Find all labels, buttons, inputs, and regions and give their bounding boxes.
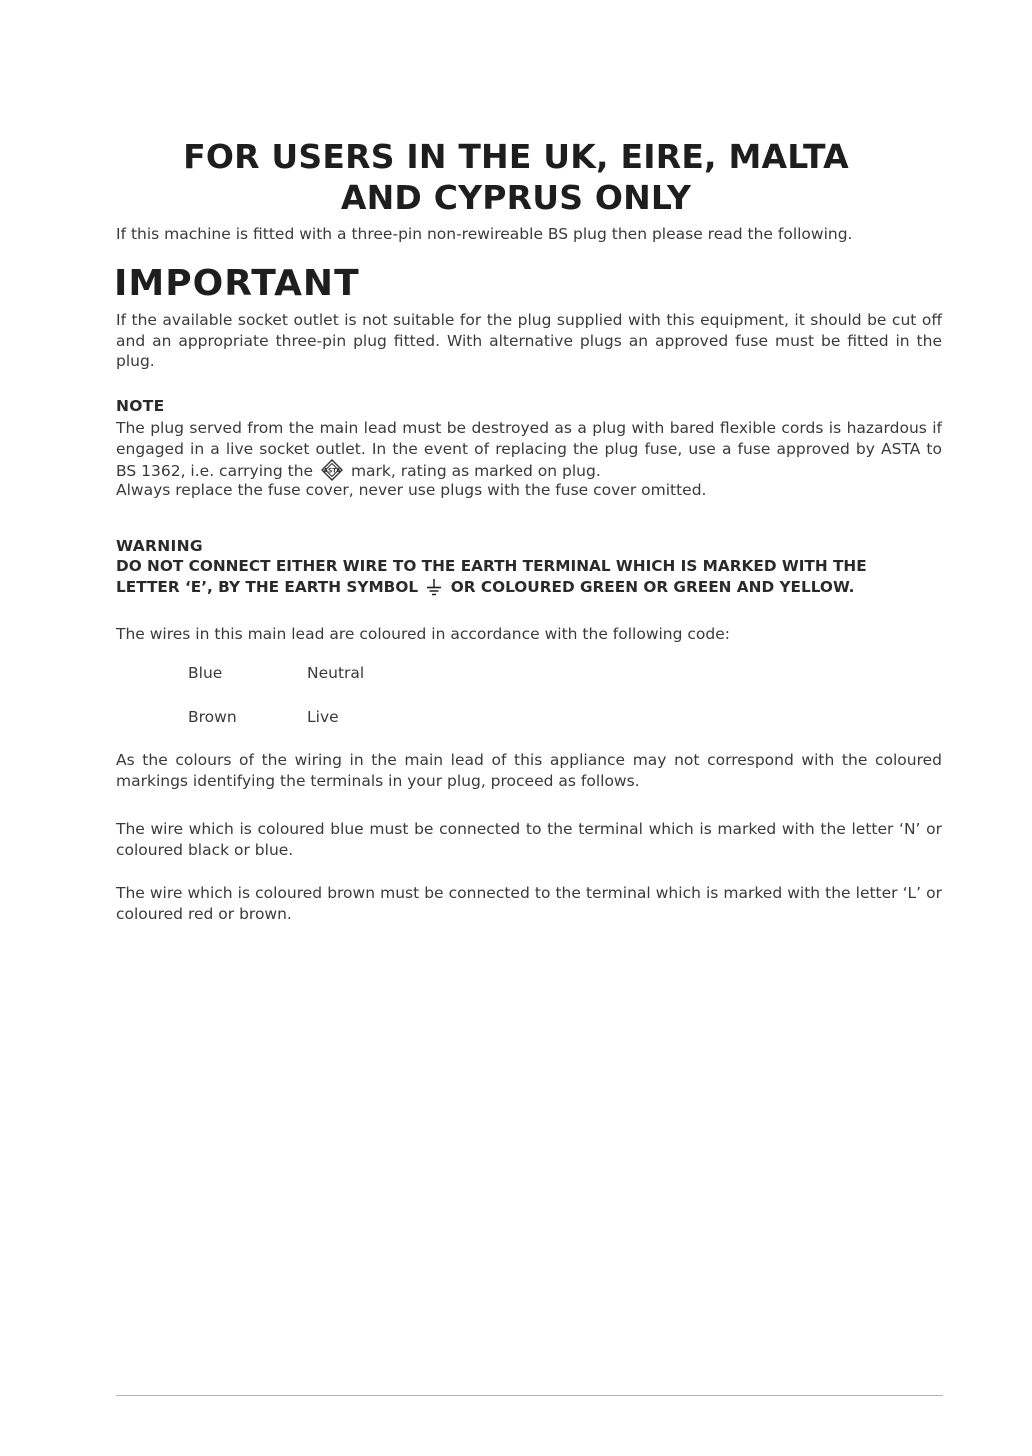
- note-text-after-mark: mark, rating as marked on plug.: [350, 462, 601, 480]
- warning-line-1: DO NOT CONNECT EITHER WIRE TO THE EARTH TERMINAL WHICH IS MARKED WITH THE: [116, 557, 867, 575]
- wire-meaning: Live: [307, 708, 339, 726]
- wires-intro-text: The wires in this main lead are coloured in accordance with the following code:: [116, 625, 730, 643]
- wire-meaning: Neutral: [307, 664, 365, 682]
- warning-line-2-before-symbol: LETTER ‘E’, BY THE EARTH SYMBOL: [116, 577, 419, 596]
- colours-paragraph: As the colours of the wiring in the main lead of this appliance may not correspond with the coloured markings identifying the terminals in your plug, proceed as follows.: [116, 751, 942, 790]
- warning-text: [116, 556, 946, 602]
- intro-text: If this machine is fitted with a three-pin non-rewireable BS plug then please read the following.: [116, 225, 853, 243]
- page-title: [0, 136, 1032, 218]
- svg-text:ASTA: ASTA: [323, 467, 341, 475]
- wire-code-row: [188, 707, 339, 727]
- note-text-2: Always replace the fuse cover, never use plugs with the fuse cover omitted.: [116, 481, 707, 499]
- title-line-2: AND CYPRUS ONLY: [340, 178, 692, 217]
- wire-code-row: [188, 663, 364, 683]
- note-text-before-mark: The plug served from the main lead must be destroyed as a plug with bared flexible cords is hazardous if engaged in a live socket outlet. In the event of replacing the plug fuse, use a fuse approved by ASTA to BS 1362, i.e. carrying the: [116, 419, 942, 480]
- note-heading: NOTE: [116, 397, 165, 415]
- earth-symbol-icon: [426, 579, 442, 603]
- blue-wire-paragraph: The wire which is coloured blue must be connected to the terminal which is marked with the letter ‘N’ or coloured black or blue.: [116, 820, 942, 859]
- brown-wire-paragraph: The wire which is coloured brown must be connected to the terminal which is marked with the letter ‘L’ or coloured red or brown.: [116, 884, 942, 923]
- note-text: [116, 418, 942, 487]
- important-heading: IMPORTANT: [114, 263, 360, 304]
- wire-colour: Brown: [188, 708, 237, 726]
- warning-heading: WARNING: [116, 537, 203, 555]
- footer-divider: [116, 1395, 943, 1396]
- warning-line-2-after-symbol: OR COLOURED GREEN OR GREEN AND YELLOW.: [450, 577, 855, 596]
- important-text: If the available socket outlet is not suitable for the plug supplied with this equipment, it should be cut off and an appropriate three-pin plug fitted. With alternative plugs an approved fuse must be fitted in the plug.: [116, 311, 942, 370]
- title-line-1: FOR USERS IN THE UK, EIRE, MALTA: [183, 137, 849, 176]
- wire-colour: Blue: [188, 664, 223, 682]
